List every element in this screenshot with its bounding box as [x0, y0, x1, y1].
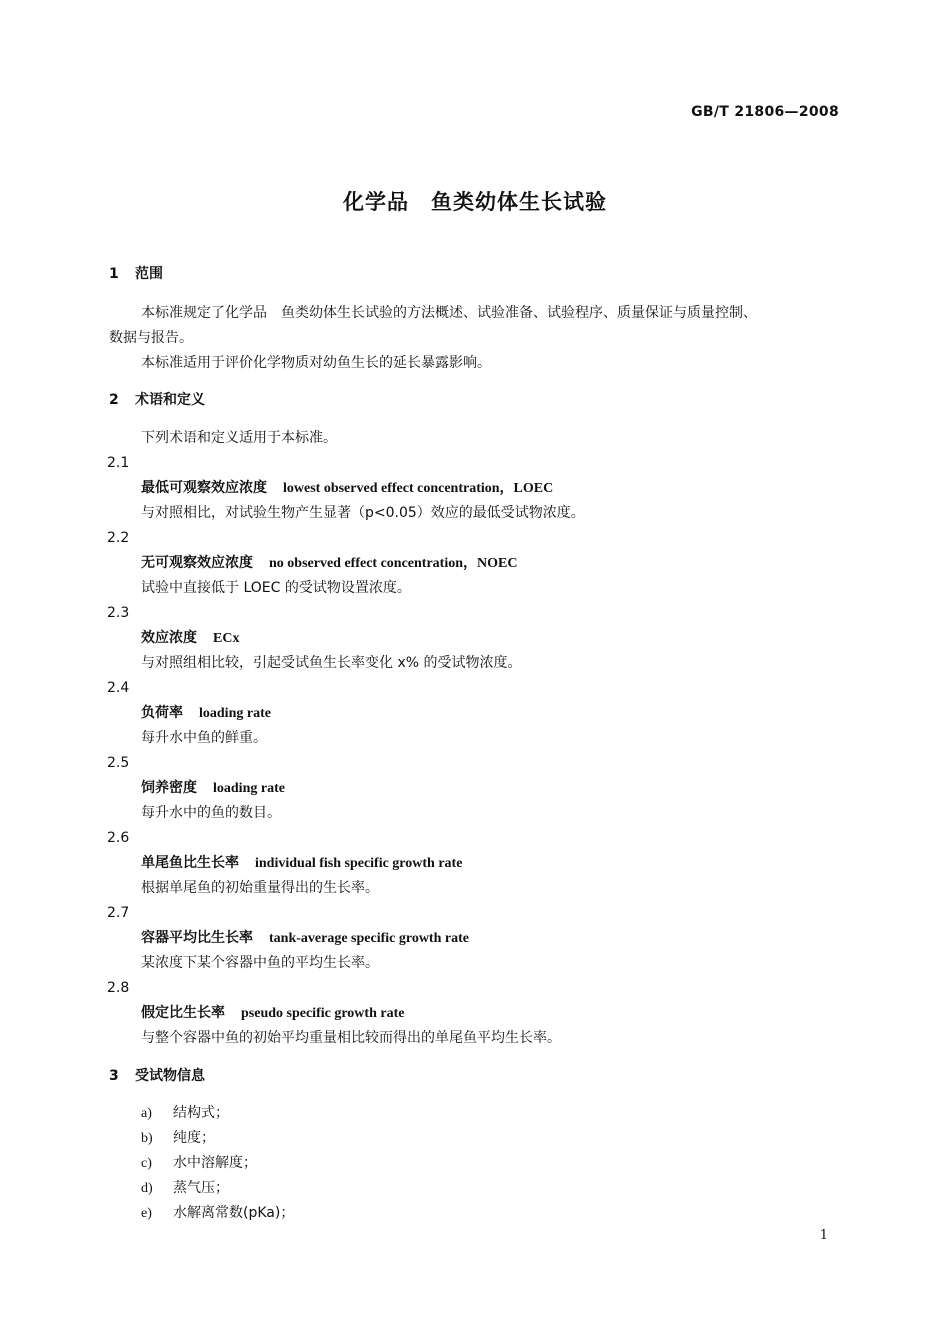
term-heading [141, 478, 553, 499]
term-definition: 试验中直接低于 LOEC 的受试物设置浓度。 [141, 580, 411, 596]
section-number: 2 [109, 392, 119, 408]
term-number: 2.8 [107, 980, 130, 996]
term-number: 2.4 [107, 680, 130, 696]
term-heading [141, 628, 239, 649]
term-definition: 与对照相比，对试验生物产生显著（p<0.05）效应的最低受试物浓度。 [141, 505, 585, 521]
term-english: no observed effect concentration，NOEC [269, 556, 518, 571]
term-chinese: 假定比生长率 [141, 1005, 225, 1021]
term-definition: 根据单尾鱼的初始重量得出的生长率。 [141, 880, 379, 896]
list-text: 纯度； [173, 1130, 215, 1146]
list-text: 结构式； [173, 1105, 229, 1121]
term-heading [141, 553, 517, 574]
term-chinese: 容器平均比生长率 [141, 930, 253, 946]
list-item [141, 1203, 294, 1224]
document-title: 化学品 鱼类幼体生长试验 [343, 190, 607, 214]
section-1-paragraph-1-line-1: 本标准规定了化学品 鱼类幼体生长试验的方法概述、试验准备、试验程序、质量保证与质量控制、 [141, 305, 757, 321]
term-english: ECx [213, 631, 240, 646]
term-heading [141, 853, 462, 874]
page-number: 1 [819, 1228, 828, 1243]
term-english: lowest observed effect concentration，LOEC [283, 481, 554, 496]
term-number: 2.1 [107, 455, 130, 471]
term-english: loading rate [213, 781, 285, 796]
list-item [141, 1128, 215, 1149]
term-english: loading rate [199, 706, 271, 721]
section-title: 术语和定义 [135, 392, 205, 408]
section-3-heading [109, 1066, 205, 1086]
list-marker: a) [141, 1106, 152, 1121]
term-definition: 每升水中鱼的鲜重。 [141, 730, 267, 746]
list-marker: c) [141, 1156, 152, 1171]
term-definition: 与整个容器中鱼的初始平均重量相比较而得出的单尾鱼平均生长率。 [141, 1030, 561, 1046]
term-chinese: 单尾鱼比生长率 [141, 855, 239, 871]
term-chinese: 负荷率 [141, 705, 183, 721]
section-1-heading [109, 264, 163, 284]
term-heading [141, 703, 271, 724]
term-english: individual fish specific growth rate [255, 856, 463, 871]
section-number: 3 [109, 1068, 119, 1084]
term-definition: 某浓度下某个容器中鱼的平均生长率。 [141, 955, 379, 971]
section-1-paragraph-2: 本标准适用于评价化学物质对幼鱼生长的延长暴露影响。 [141, 355, 491, 371]
term-heading [141, 778, 285, 799]
section-number: 1 [109, 266, 119, 282]
term-number: 2.6 [107, 830, 130, 846]
term-chinese: 无可观察效应浓度 [141, 555, 253, 571]
list-marker: d) [141, 1181, 153, 1196]
term-number: 2.7 [107, 905, 130, 921]
term-chinese: 效应浓度 [141, 630, 197, 646]
list-item [141, 1178, 229, 1199]
term-number: 2.2 [107, 530, 130, 546]
section-2-intro: 下列术语和定义适用于本标准。 [141, 430, 337, 446]
list-text: 蒸气压； [173, 1180, 229, 1196]
list-text: 水中溶解度； [173, 1155, 257, 1171]
term-english: pseudo specific growth rate [241, 1006, 405, 1021]
list-text: 水解离常数(pKa)； [173, 1205, 295, 1221]
term-number: 2.5 [107, 755, 130, 771]
term-heading [141, 928, 469, 949]
section-title: 受试物信息 [135, 1068, 205, 1084]
document-code: GB/T 21806—2008 [691, 104, 839, 120]
section-2-heading [109, 390, 205, 410]
list-item [141, 1153, 257, 1174]
list-item [141, 1103, 229, 1124]
term-heading [141, 1003, 404, 1024]
section-title: 范围 [135, 266, 163, 282]
term-definition: 与对照组相比较，引起受试鱼生长率变化 x% 的受试物浓度。 [141, 655, 522, 671]
term-english: tank-average specific growth rate [269, 931, 469, 946]
list-marker: e) [141, 1206, 152, 1221]
term-chinese: 最低可观察效应浓度 [141, 480, 267, 496]
term-number: 2.3 [107, 605, 130, 621]
list-marker: b) [141, 1131, 153, 1146]
section-1-paragraph-1-line-2: 数据与报告。 [109, 330, 193, 346]
term-chinese: 饲养密度 [141, 780, 197, 796]
term-definition: 每升水中的鱼的数目。 [141, 805, 281, 821]
